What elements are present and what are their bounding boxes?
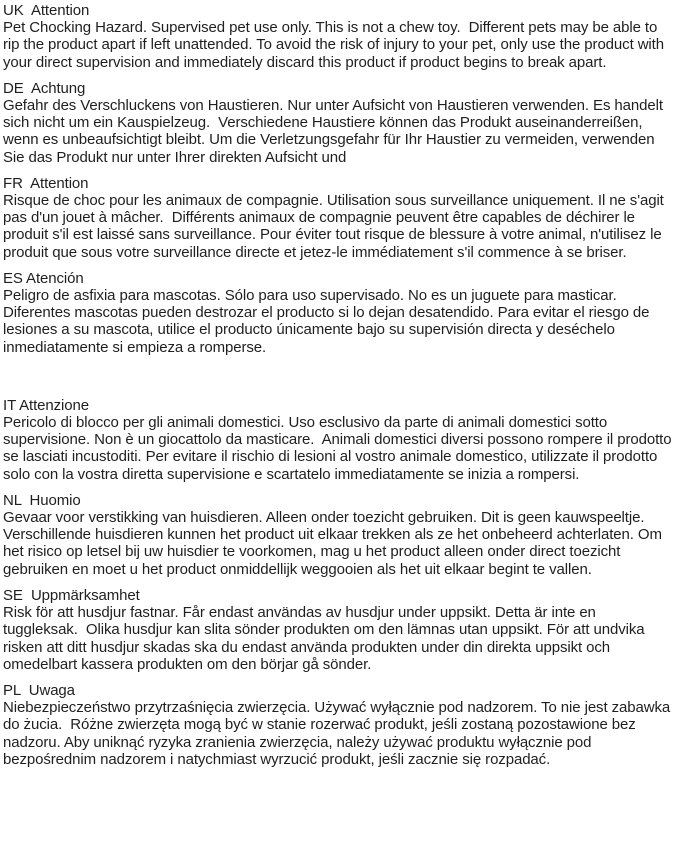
section-heading-pl: PL Uwaga bbox=[3, 681, 75, 699]
section-heading-uk: UK Attention bbox=[3, 2, 90, 19]
section-heading-es: ES Atención bbox=[3, 269, 84, 287]
warning-section-pl bbox=[3, 682, 673, 768]
section-heading-de: DE Achtung bbox=[3, 79, 86, 97]
section-body-es: Peligro de asfixia para mascotas. Sólo para uso supervisado. No es un juguete para masticar. Diferentes mascotas pueden destrozar el producto si lo dejan desatendido. Para evitar el riesgo de lesiones a su mascota, utilice el producto únicamente bajo su supervisión directa y deséchelo inmediatamente si empieza a romperse. bbox=[3, 287, 654, 356]
section-heading-nl: NL Huomio bbox=[3, 491, 81, 509]
section-body-de: Gefahr des Verschluckens von Haustieren. Nur unter Aufsicht von Haustieren verwenden. Es handelt sich nicht um ein Kauspielzeug. Verschiedene Haustiere können das Produkt auseinanderreißen, wenn es unbeaufsichtigt bleibt. Um die Verletzungsgefahr für Ihr Haustier zu vermeiden, verwenden Sie das Produkt nur unter Ihrer direkten Aufsicht und bbox=[3, 97, 668, 166]
section-heading-se: SE Uppmärksamhet bbox=[3, 586, 140, 604]
section-body-nl: Gevaar voor verstikking van huisdieren. Alleen onder toezicht gebruiken. Dit is geen kauwspeeltje. Verschillende huisdieren kunnen het product uit elkaar trekken als ze het onbeheerd achterlaten. Om het risico op letsel bij uw huisdier te voorkomen, mag u het product alleen onder direct toezicht gebruiken en moet u het product onmiddellijk weggooien als het uit elkaar begint te vallen. bbox=[3, 509, 666, 578]
warning-section-nl bbox=[3, 492, 673, 578]
section-body-pl: Niebezpieczeństwo przytrzaśnięcia zwierzęcia. Używać wyłącznie pod nadzorem. To nie jest zabawka do żucia. Różne zwierzęta mogą być w stanie rozerwać produkt, jeśli zostaną pozostawione bez nadzoru. Aby uniknąć ryzyka zranienia zwierzęcia, należy używać produktu wyłącznie pod bezpośrednim nadzorem i natychmiast wyrzucić produkt, jeśli zacznie się rozpadać. bbox=[3, 699, 675, 768]
warning-section-de bbox=[3, 80, 673, 166]
warning-section-it bbox=[3, 396, 676, 483]
warning-section-fr bbox=[3, 175, 673, 261]
section-body-se: Risk för att husdjur fastnar. Får endast användas av husdjur under uppsikt. Detta är inte en tuggleksak. Olika husdjur kan slita sönder produkten om den lämnas utan uppsikt. För att undvika risken att ditt husdjur skadas ska du endast använda produkten under din direkta uppsikt och omedelbart kassera produkten om den börjar gå sönder. bbox=[3, 604, 649, 673]
warning-section-es bbox=[3, 270, 673, 356]
section-heading-it: IT Attenzione bbox=[3, 396, 89, 414]
warning-section-se bbox=[3, 587, 673, 673]
section-body-fr: Risque de choc pour les animaux de compagnie. Utilisation sous surveillance uniquement. Il ne s'agit pas d'un jouet à mâcher. Différents animaux de compagnie peuvent être capables de déchirer le produit s'il est laissé sans surveillance. Pour éviter tout risque de blessure à votre animal, n'utilisez le produit que sous votre surveillance directe et jetez-le immédiatement s'il commence à se briser. bbox=[3, 192, 668, 261]
warning-section-uk bbox=[3, 2, 673, 71]
section-body-uk: Pet Chocking Hazard. Supervised pet use only. This is not a chew toy. Different pets may be able to rip the product apart if left unattended. To avoid the risk of injury to your pet, only use the product with your direct supervision and immediately discard this product if product begins to break apart. bbox=[3, 19, 669, 71]
section-body-it: Pericolo di blocco per gli animali domestici. Uso esclusivo da parte di animali domestici sotto supervisione. Non è un giocattolo da masticare. Animali domestici diversi possono rompere il prodotto se lasciati incustoditi. Per evitare il rischio di lesioni al vostro animale domestico, utilizzate il prodotto solo con la vostra diretta supervisione e scartatelo immediatamente se inizia a rompersi. bbox=[3, 414, 676, 483]
section-heading-fr: FR Attention bbox=[3, 174, 89, 192]
